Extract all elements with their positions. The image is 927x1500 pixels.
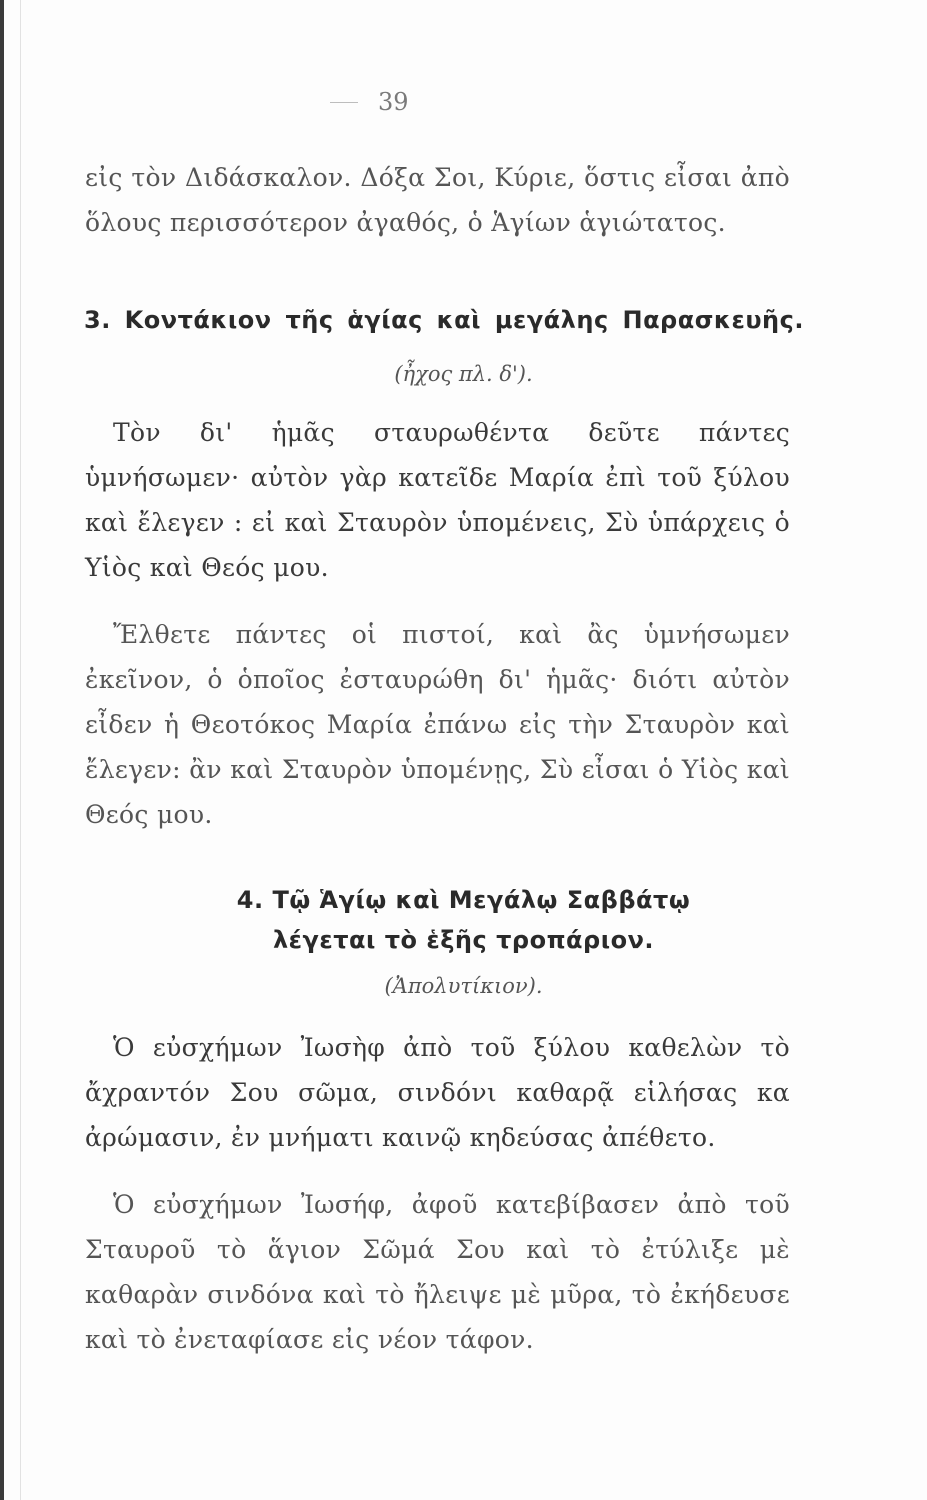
section-3-paragraph-1: Τὸν δι' ἡμᾶς σταυρωθέντα δεῦτε πάντες ὑμνήσωμεν· αὐτὸν γὰρ κατεῖδε Μαρία ἐπὶ τοῦ ξύλου καὶ ἔλεγεν : εἰ καὶ Σταυρὸν ὑπομένεις, Σὺ ὑπάρχεις ὁ Υἱὸς καὶ Θεός μου. — [85, 418, 790, 582]
section-3-paragraph-2: Ἔλθετε πάντες οἱ πιστοί, καὶ ἂς ὑμνήσωμεν ἐκεῖνον, ὁ ὁποῖος ἐσταυρώθη δι' ἡμᾶς· διότι αὐτὸν εἶδεν ἡ Θεοτόκος Μαρία ἐπάνω εἰς τὴν Σταυρὸν καὶ ἔλεγεν: ἂν καὶ Σταυρὸν ὑπομένῃς, Σὺ εἶσαι ὁ Υἱὸς καὶ Θεός μου. — [85, 620, 790, 829]
section-4-heading — [0, 880, 927, 960]
page-number: 39 — [378, 88, 409, 116]
section-3-word-6: Παρασκευῆς. — [622, 306, 804, 334]
section-4-heading-line-1: 4. Τῷ Ἁγίῳ καὶ Μεγάλῳ Σαββάτῳ — [236, 886, 691, 914]
section-3-word-1: Κοντάκιον — [124, 306, 272, 334]
section-3-tone: (ἦχος πλ. δ'). — [394, 362, 533, 386]
section-4-heading-line-2: λέγεται τὸ ἑξῆς τροπάριον. — [272, 926, 655, 954]
header-dash — [330, 102, 358, 103]
section-3-number: 3. — [84, 306, 111, 334]
page-spine-edge — [0, 0, 4, 1500]
section-3-word-3: ἁγίας — [347, 306, 423, 334]
intro-paragraph: εἰς τὸν Διδάσκαλον. Δόξα Σοι, Κύριε, ὅστις εἶσαι ἀπὸ ὅλους περισσότερον ἀγαθός, ὁ Ἁγίων ἁγιώτατος. — [85, 163, 790, 237]
section-4-paragraph-2: Ὁ εὐσχήμων Ἰωσήφ, ἀφοῦ κατεβίβασεν ἀπὸ τοῦ Σταυροῦ τὸ ἅγιον Σῶμά Σου καὶ τὸ ἐτύλιξε μὲ καθαρὰν σινδόνα καὶ τὸ ἤλειψε μὲ μῦρα, τὸ ἐκήδευσε καὶ τὸ ἐνεταφίασε εἰς νέον τάφον. — [85, 1190, 790, 1354]
page-header — [330, 88, 530, 116]
section-3-word-5: μεγάλης — [494, 306, 609, 334]
section-3-heading — [84, 306, 804, 334]
section-3-word-4: καὶ — [436, 306, 481, 334]
section-4-tone: (Ἀπολυτίκιον). — [384, 974, 543, 998]
section-4-paragraph-1: Ὁ εὐσχήμων Ἰωσὴφ ἀπὸ τοῦ ξύλου καθελὼν τὸ ἄχραντόν Σου σῶμα, σινδόνι καθαρᾷ εἱλήσας κα ἀρώμασιν, ἐν μνήματι καινῷ κηδεύσας ἀπέθετο. — [85, 1033, 790, 1152]
page-fold-line — [20, 0, 21, 1500]
section-3-word-2: τῆς — [285, 306, 334, 334]
